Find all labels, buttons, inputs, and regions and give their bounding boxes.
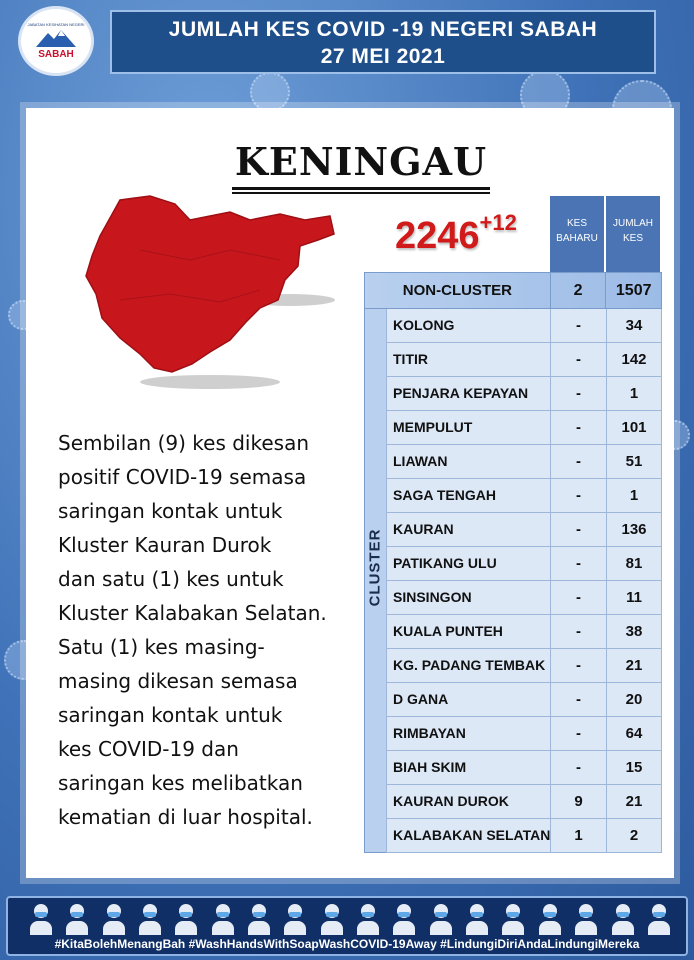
health-worker-icon bbox=[66, 902, 88, 936]
cluster-new: - bbox=[550, 309, 606, 342]
cluster-name: KG. PADANG TEMBAK bbox=[386, 649, 550, 682]
page-header bbox=[110, 10, 656, 74]
cluster-name: KAURAN DUROK bbox=[386, 785, 550, 818]
cluster-new: 9 bbox=[550, 785, 606, 818]
description-line: kes COVID-19 dan bbox=[58, 737, 239, 761]
cluster-new: - bbox=[550, 581, 606, 614]
description-line: Sembilan (9) kes dikesan bbox=[58, 431, 309, 455]
health-worker-icon bbox=[103, 902, 125, 936]
health-worker-icon bbox=[357, 902, 379, 936]
health-worker-icon bbox=[212, 902, 234, 936]
description-line: saringan kes melibatkan bbox=[58, 771, 303, 795]
cluster-total: 11 bbox=[606, 581, 662, 614]
cluster-total: 1 bbox=[606, 377, 662, 410]
health-worker-icon bbox=[502, 902, 524, 936]
health-worker-icon bbox=[612, 902, 634, 936]
health-worker-icon bbox=[466, 902, 488, 936]
cluster-new: 1 bbox=[550, 819, 606, 852]
cluster-total: 101 bbox=[606, 411, 662, 444]
health-worker-icon bbox=[539, 902, 561, 936]
cluster-new: - bbox=[550, 717, 606, 750]
logo-text: SABAH bbox=[38, 49, 74, 60]
cluster-total: 21 bbox=[606, 649, 662, 682]
district-title: KENINGAU bbox=[232, 140, 490, 190]
cluster-name: KUALA PUNTEH bbox=[386, 615, 550, 648]
header-date: 27 MEI 2021 bbox=[320, 45, 446, 68]
non-cluster-total: 1507 bbox=[605, 273, 661, 308]
footer-banner bbox=[6, 896, 688, 956]
table-row bbox=[386, 717, 662, 751]
description-line: saringan kontak untuk bbox=[58, 499, 283, 523]
description-line: positif COVID-19 semasa bbox=[58, 465, 307, 489]
cluster-name: KOLONG bbox=[386, 309, 550, 342]
cluster-new: - bbox=[550, 683, 606, 716]
table-row bbox=[386, 785, 662, 819]
description-line: saringan kontak untuk bbox=[58, 703, 283, 727]
health-worker-icon bbox=[284, 902, 306, 936]
health-worker-icon bbox=[393, 902, 415, 936]
health-worker-icon bbox=[175, 902, 197, 936]
column-header-total-line1: JUMLAH bbox=[612, 218, 653, 229]
health-worker-icon bbox=[139, 902, 161, 936]
non-cluster-row bbox=[364, 272, 662, 309]
table-row bbox=[386, 683, 662, 717]
cluster-new: - bbox=[550, 445, 606, 478]
virus-icon bbox=[250, 72, 290, 112]
total-value: 2246 bbox=[395, 215, 480, 257]
cluster-total: 64 bbox=[606, 717, 662, 750]
cluster-total: 51 bbox=[606, 445, 662, 478]
description-line: kematian di luar hospital. bbox=[58, 805, 313, 829]
table-row bbox=[386, 513, 662, 547]
cluster-total: 142 bbox=[606, 343, 662, 376]
cluster-new: - bbox=[550, 377, 606, 410]
health-worker-icon bbox=[30, 902, 52, 936]
health-worker-icon bbox=[430, 902, 452, 936]
column-header-new bbox=[550, 196, 604, 272]
cluster-new: - bbox=[550, 411, 606, 444]
table-row bbox=[386, 751, 662, 785]
cluster-new: - bbox=[550, 615, 606, 648]
cases-table bbox=[364, 272, 662, 853]
cluster-name: SINSINGON bbox=[386, 581, 550, 614]
non-cluster-label: NON-CLUSTER bbox=[402, 282, 512, 299]
cluster-new: - bbox=[550, 751, 606, 784]
footer-hashtags: #KitaBolehMenangBah #WashHandsWithSoapWashCOVID-19Away #LindungiDiriAndaLindungiMereka bbox=[54, 937, 640, 951]
cluster-name: KALABAKAN SELATAN bbox=[386, 819, 550, 852]
cluster-block bbox=[364, 309, 662, 853]
table-row bbox=[386, 581, 662, 615]
total-cases bbox=[395, 210, 517, 256]
cluster-new: - bbox=[550, 479, 606, 512]
cluster-name: LIAWAN bbox=[386, 445, 550, 478]
cluster-name: SAGA TENGAH bbox=[386, 479, 550, 512]
column-header-total bbox=[606, 196, 660, 272]
description-text bbox=[58, 426, 368, 834]
cluster-total: 20 bbox=[606, 683, 662, 716]
description-line: Kluster Kauran Durok bbox=[58, 533, 272, 557]
logo-small-text: JABATAN KESIHATAN NEGERI bbox=[27, 22, 85, 27]
cluster-name: PENJARA KEPAYAN bbox=[386, 377, 550, 410]
mountain-icon bbox=[34, 27, 78, 47]
header-title: JUMLAH KES COVID -19 NEGERI SABAH bbox=[168, 18, 598, 41]
health-worker-icon bbox=[321, 902, 343, 936]
table-row bbox=[386, 377, 662, 411]
cluster-label-text: CLUSTER bbox=[366, 528, 384, 607]
map-shape-icon bbox=[80, 190, 350, 400]
table-row bbox=[386, 479, 662, 513]
cluster-rows bbox=[386, 309, 662, 853]
cluster-total: 38 bbox=[606, 615, 662, 648]
cluster-total: 34 bbox=[606, 309, 662, 342]
sabah-logo bbox=[18, 6, 94, 76]
description-line: dan satu (1) kes untuk bbox=[58, 567, 284, 591]
cluster-name: PATIKANG ULU bbox=[386, 547, 550, 580]
district-map bbox=[80, 190, 350, 400]
non-cluster-new: 2 bbox=[550, 273, 606, 308]
cluster-name: D GANA bbox=[386, 683, 550, 716]
cluster-new: - bbox=[550, 649, 606, 682]
cluster-total: 21 bbox=[606, 785, 662, 818]
description-line: Kluster Kalabakan Selatan. bbox=[58, 601, 327, 625]
health-worker-icon bbox=[248, 902, 270, 936]
description-line: Satu (1) kes masing- bbox=[58, 635, 265, 659]
health-worker-figures bbox=[30, 902, 670, 936]
table-row bbox=[386, 649, 662, 683]
table-row bbox=[386, 445, 662, 479]
column-header-total-line2: KES bbox=[622, 233, 643, 244]
column-header-new-line1: KES bbox=[566, 218, 587, 229]
cluster-total: 15 bbox=[606, 751, 662, 784]
cluster-name: MEMPULUT bbox=[386, 411, 550, 444]
cluster-total: 81 bbox=[606, 547, 662, 580]
cluster-name: BIAH SKIM bbox=[386, 751, 550, 784]
table-row bbox=[386, 309, 662, 343]
cluster-total: 2 bbox=[606, 819, 662, 852]
total-new: +12 bbox=[479, 210, 517, 235]
table-row bbox=[386, 343, 662, 377]
description-line: masing dikesan semasa bbox=[58, 669, 298, 693]
cluster-name: TITIR bbox=[386, 343, 550, 376]
cluster-name: KAURAN bbox=[386, 513, 550, 546]
table-row bbox=[386, 819, 662, 853]
cluster-new: - bbox=[550, 547, 606, 580]
cluster-new: - bbox=[550, 513, 606, 546]
health-worker-icon bbox=[648, 902, 670, 936]
table-row bbox=[386, 547, 662, 581]
cluster-total: 136 bbox=[606, 513, 662, 546]
column-header-new-line2: BAHARU bbox=[556, 233, 598, 244]
table-row bbox=[386, 411, 662, 445]
table-row bbox=[386, 615, 662, 649]
cluster-total: 1 bbox=[606, 479, 662, 512]
cluster-new: - bbox=[550, 343, 606, 376]
cluster-name: RIMBAYAN bbox=[386, 717, 550, 750]
health-worker-icon bbox=[575, 902, 597, 936]
